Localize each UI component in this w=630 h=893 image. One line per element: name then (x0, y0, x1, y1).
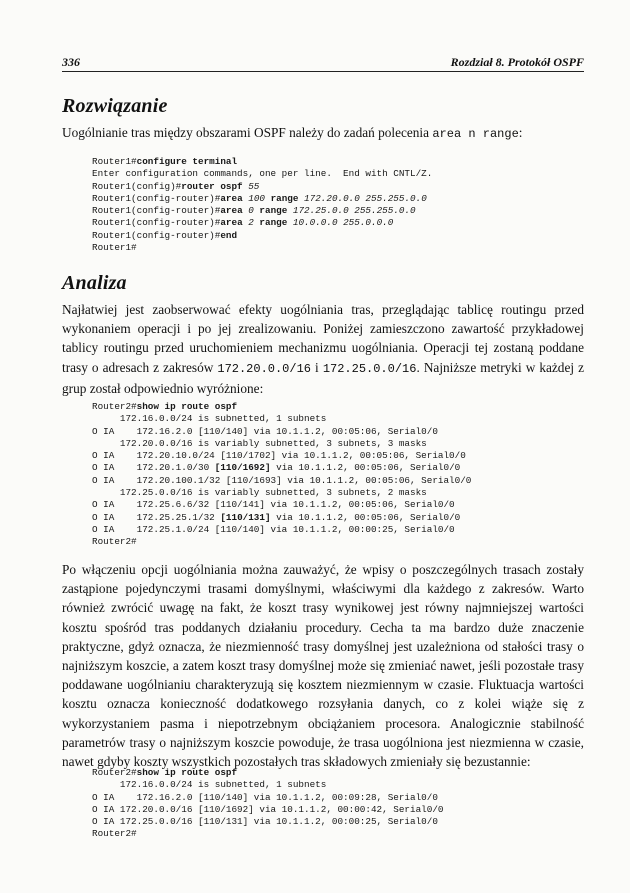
analysis-paragraph-2: Po włączeniu opcji uogólniania można zauważyć, że wpisy o poszczególnych trasach zostały zastąpione pojedynczymi trasami domyślnymi, właściwymi dla każdego z zakresów. Warto również zwrócić uwagę na fakt, że koszt trasy wynikowej jest równy najmniejszej wartości kosztu spośród tras poddanych działaniu procedury. Cecha ta ma bardzo duże znaczenie praktyczne, gdyż oznacza, że niezmienność trasy domyślnej jest uzależniona od stałości trasy o najniższym koszcie, a zatem koszt trasy domyślnej może się zmieniać nawet, jeśli pozostałe trasy poddawane uogólnianiu charakteryzują się kosztem niezmiennym w czasie. Fluktuacja wartości kosztu oznacza konieczność dodatkowego rozsyłania danych, co z kolei wiąże się z wykorzystaniem pasma i niepotrzebnym obciążaniem procesora. Analogicznie stabilność parametrów trasy o najniższym koszcie powoduje, że trasa uogólniona jest niezmienna w czasie, nawet gdyby koszty wszystkich pozostałych tras składowych zmieniały się bezustannie: (62, 562, 584, 770)
intro-text: Uogólnianie tras między obszarami OSPF należy do zadań polecenia (62, 125, 433, 140)
command-keyword: range (253, 217, 288, 229)
code-line: O IA 172.16.2.0 [110/140] via 10.1.1.2, 00:05:06, Serial0/0 (92, 425, 438, 437)
code-line: O IA 172.25.1.0/24 [110/140] via 10.1.1.2, 00:00:25, Serial0/0 (92, 523, 455, 535)
section-heading-analysis: Analiza (62, 272, 127, 294)
code-line: O IA 172.20.0.0/16 [110/1692] via 10.1.1.2, 00:00:42, Serial0/0 (92, 803, 444, 815)
code-line: 172.25.0.0/16 is variably subnetted, 3 subnets, 2 masks (92, 487, 427, 499)
code-line: Router1# (92, 242, 137, 254)
prompt: Router1(config-router)# (92, 205, 221, 217)
command: show ip route ospf (136, 401, 238, 412)
route-suffix: via 10.1.1.2, 00:05:06, Serial0/0 (270, 511, 461, 523)
code-line: O IA 172.16.2.0 [110/140] via 10.1.1.2, 00:09:28, Serial0/0 (92, 791, 438, 803)
prompt: Router2# (92, 767, 137, 778)
code-line: 172.16.0.0/24 is subnetted, 1 subnets (92, 779, 327, 791)
code-line: 172.16.0.0/24 is subnetted, 1 subnets (92, 413, 327, 425)
solution-intro-paragraph (62, 123, 584, 144)
inline-command-keyword: area (432, 127, 469, 141)
prompt: Router1# (92, 156, 137, 167)
argument: 172.25.0.0 255.255.0.0 (287, 205, 416, 217)
prompt: Router2# (92, 401, 137, 412)
argument: 55 (242, 180, 260, 192)
highlighted-metric: [110/1692] (214, 462, 271, 474)
route-suffix: via 10.1.1.2, 00:05:06, Serial0/0 (270, 462, 461, 474)
argument: 0 (242, 205, 254, 217)
command: configure terminal (136, 156, 238, 167)
route-table-before-listing (92, 401, 471, 549)
route-table-after-listing (92, 767, 443, 841)
code-line (92, 462, 471, 474)
code-line (92, 181, 432, 193)
code-line: Enter configuration commands, one per line. End with CNTL/Z. (92, 168, 433, 180)
code-line: O IA 172.20.10.0/24 [110/1702] via 10.1.1.2, 00:05:06, Serial0/0 (92, 450, 466, 462)
argument: 100 (242, 192, 265, 204)
inline-address: 172.20.0.0/16 (217, 361, 311, 376)
page-number: 336 (62, 55, 80, 69)
code-line (92, 512, 471, 524)
code-line (92, 217, 432, 229)
code-line: Router2# (92, 536, 137, 548)
prompt: Router1(config-router)# (92, 217, 221, 229)
command: show ip route ospf (136, 767, 238, 778)
code-line (92, 205, 432, 217)
argument: 10.0.0.0 255.0.0.0 (287, 217, 394, 229)
argument: 172.20.0.0 255.255.0.0 (298, 192, 427, 204)
paragraph-text: . Najniższe metryki w każdej z grup został odpowiednio wyróżnione: (62, 359, 585, 396)
command: area (220, 205, 243, 217)
route-prefix: O IA 172.20.1.0/30 (92, 462, 215, 474)
command: area (220, 217, 243, 229)
analysis-paragraph-1 (62, 300, 584, 398)
config-code-listing (92, 156, 432, 254)
chapter-title: Rozdział 8. Protokół OSPF (450, 55, 584, 69)
command-keyword: range (253, 205, 288, 217)
prompt: Router1(config-router)# (92, 229, 221, 241)
paragraph-text: Najłatwiej jest zaobserwować efekty uogólniania tras, przeglądając tablicę routingu przed wykonaniem operacji i po jej zrealizowaniu. Poniżej zamieszczono zawartość przykładowej tablicy routingu przed uruchomieniem mechanizmu uogólniania. Operacji tej zostaną poddane trasy o adresach z zakresów (62, 302, 584, 375)
inline-command (432, 127, 518, 141)
code-line: O IA 172.25.0.0/16 [110/131] via 10.1.1.2, 00:00:25, Serial0/0 (92, 816, 438, 828)
code-line (92, 767, 443, 779)
paragraph-text: i (311, 359, 323, 375)
command: end (220, 229, 238, 241)
code-line (92, 156, 432, 168)
highlighted-metric: [110/131] (220, 511, 271, 523)
section-heading-solution: Rozwiązanie (62, 95, 168, 117)
running-header (62, 55, 584, 72)
intro-colon: : (518, 125, 523, 140)
inline-command-variable: n (468, 127, 476, 141)
code-line (92, 193, 432, 205)
command-keyword: range (264, 192, 299, 204)
argument: 2 (242, 217, 254, 229)
command: area (220, 192, 243, 204)
code-line (92, 230, 432, 242)
code-line (92, 401, 471, 413)
prompt: Router1(config)# (92, 180, 182, 192)
inline-command-range: range (475, 127, 519, 141)
code-line: Router2# (92, 828, 137, 840)
code-line: O IA 172.25.6.6/32 [110/141] via 10.1.1.2, 00:05:06, Serial0/0 (92, 499, 455, 511)
code-line: O IA 172.20.100.1/32 [110/1693] via 10.1.1.2, 00:05:06, Serial0/0 (92, 474, 472, 486)
prompt: Router1(config-router)# (92, 192, 221, 204)
inline-address: 172.25.0.0/16 (322, 361, 417, 376)
route-prefix: O IA 172.25.25.1/32 (92, 511, 221, 523)
code-line: 172.20.0.0/16 is variably subnetted, 3 subnets, 3 masks (92, 437, 427, 449)
command: router ospf (181, 180, 243, 192)
